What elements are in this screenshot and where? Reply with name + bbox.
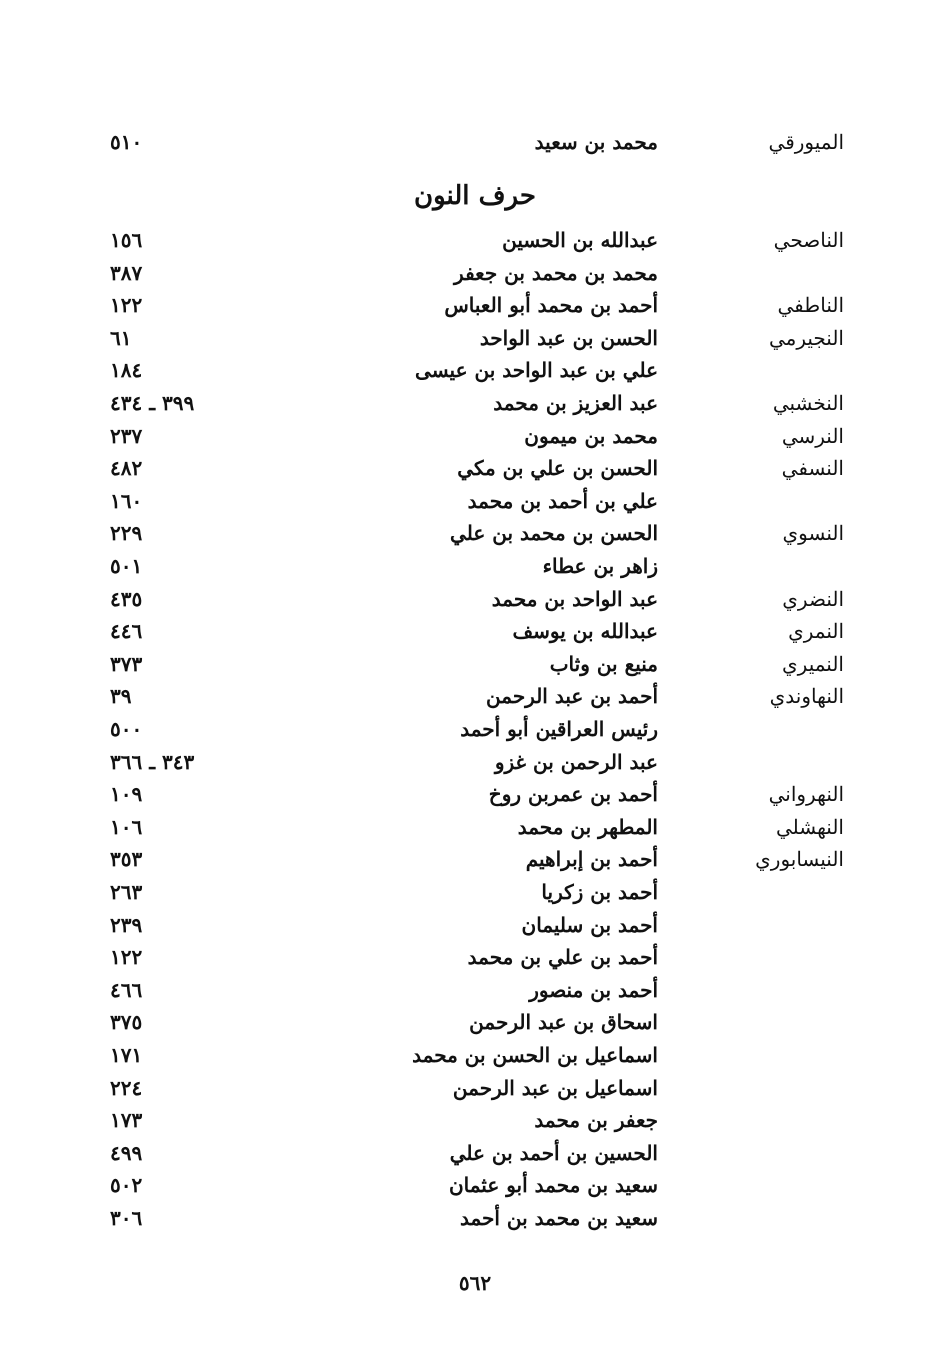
entry-name: محمد بن ميمون <box>524 423 658 448</box>
entry-pages: ٣٠٦ <box>110 1206 143 1230</box>
index-entry <box>0 1006 950 1038</box>
index-entry <box>0 289 950 321</box>
index-entry <box>0 1104 950 1136</box>
index-entry <box>0 941 950 973</box>
index-entry <box>0 1039 950 1071</box>
entry-pages: ٣٨٧ <box>110 260 143 285</box>
index-entry <box>0 811 950 843</box>
index-entry <box>0 224 950 256</box>
entry-nisba: النخشبي <box>772 391 844 415</box>
entry-name: منيع بن وثاب <box>549 651 658 676</box>
index-entry <box>0 746 950 778</box>
index-entry <box>0 452 950 484</box>
entry-name: أحمد بن منصور <box>529 977 658 1002</box>
entry-pages: ١٠٩ <box>110 782 143 807</box>
entry-pages: ٢٢٤ <box>110 1075 143 1100</box>
entry-nisba: النضري <box>782 586 844 611</box>
index-entry <box>0 680 950 712</box>
index-entry <box>0 517 950 549</box>
entry-name: أحمد بن علي بن محمد <box>467 945 658 970</box>
entry-pages: ١٧٣ <box>110 1108 143 1133</box>
entry-name: أحمد بن عبد الرحمن <box>486 684 658 709</box>
entry-name: علي بن عبد الواحد بن عيسى <box>415 358 658 383</box>
entry-name: جعفر بن محمد <box>534 1108 658 1133</box>
entry-pages: ١٦٠ <box>110 488 143 513</box>
entry-pages: ٢٣٧ <box>110 423 143 448</box>
entry-nisba: النهاوندي <box>769 684 844 709</box>
section-heading: حرف النون <box>414 181 536 211</box>
entry-name: أحمد بن محمد أبو العباس <box>444 293 658 318</box>
entry-name: أحمد بن إبراهيم <box>525 847 658 872</box>
index-entry <box>0 615 950 647</box>
index-entry <box>0 550 950 582</box>
entry-name: اسماعيل بن عبد الرحمن <box>452 1075 658 1100</box>
entry-name: عبد الرحمن بن غزو <box>494 749 658 774</box>
index-entry <box>0 257 950 289</box>
entry-nisba: النسفي <box>781 456 844 481</box>
entry-pages: ١٧١ <box>110 1043 143 1067</box>
entry-nisba: النميري <box>782 651 844 676</box>
index-entry <box>0 485 950 517</box>
index-entry <box>0 322 950 354</box>
entry-nisba: النسوي <box>782 521 844 546</box>
entry-pages: ٥١٠ <box>110 130 143 154</box>
index-entry <box>0 583 950 615</box>
index-entry <box>0 1137 950 1169</box>
entry-pages: ١٠٦ <box>110 814 143 839</box>
entry-pages: ٣٥٣ <box>110 847 143 872</box>
entry-pages: ٤٦٦ <box>110 977 143 1002</box>
entry-name: الحسن بن علي بن مكي <box>457 456 658 481</box>
entry-pages: ٦١ <box>110 325 132 350</box>
entry-name: سعيد بن محمد أبو عثمان <box>448 1173 658 1198</box>
index-entry <box>0 713 950 745</box>
page-number: ٥٦٢ <box>458 1271 492 1295</box>
entry-name: سعيد بن محمد بن أحمد <box>459 1206 658 1230</box>
entry-name: الحسن بن عبد الواحد <box>479 325 658 350</box>
index-entry <box>0 420 950 452</box>
entry-pages: ٤٩٩ <box>110 1140 143 1165</box>
entry-pages: ٥٠٢ <box>110 1173 143 1198</box>
entry-name: أحمد بن سليمان <box>521 912 658 937</box>
entry-pages: ١٨٤ <box>110 358 143 383</box>
index-entry <box>0 876 950 908</box>
entry-name: عبدالله بن الحسين <box>502 228 658 252</box>
index-entry <box>0 354 950 386</box>
entry-name: محمد بن سعيد <box>534 130 658 154</box>
entry-name: محمد بن محمد بن جعفر <box>454 260 658 285</box>
index-entry <box>0 1072 950 1104</box>
entry-name: اسحاق بن عبد الرحمن <box>469 1010 658 1035</box>
entry-nisba: النجيرمي <box>768 325 844 350</box>
index-entry <box>0 974 950 1006</box>
entry-name: الحسن بن محمد بن علي <box>450 521 658 546</box>
index-entry <box>0 387 950 419</box>
entry-pages: ٣٧٥ <box>110 1010 143 1035</box>
entry-pages: ١٢٢ <box>110 293 143 318</box>
entry-pages: ٤٨٢ <box>110 456 143 481</box>
entry-name: زاهر بن عطاء <box>542 554 658 578</box>
entry-nisba: النهشلي <box>775 814 844 839</box>
entry-pages: ٤٣٥ <box>110 586 143 611</box>
entry-nisba: الناصحي <box>773 228 844 252</box>
entry-pages: ٥٠٠ <box>110 717 143 741</box>
index-entry <box>0 1169 950 1201</box>
entry-name: المطهر بن محمد <box>517 814 658 839</box>
entry-nisba: النرسي <box>781 423 844 448</box>
entry-pages: ١٢٢ <box>110 945 143 970</box>
index-entry <box>0 1202 950 1234</box>
entry-name: أحمد بن عمربن روخ <box>488 782 658 807</box>
index-entry <box>0 126 950 158</box>
entry-pages: ٢٣٩ <box>110 912 143 937</box>
entry-nisba: النمري <box>788 619 844 644</box>
entry-name: رئيس العراقين أبو أحمد <box>460 717 658 741</box>
entry-name: اسماعيل بن الحسن بن محمد <box>412 1043 658 1067</box>
entry-nisba: النهرواني <box>768 782 844 807</box>
entry-pages: ٢٦٣ <box>110 880 143 904</box>
entry-pages: ٢٢٩ <box>110 521 143 546</box>
index-entry <box>0 778 950 810</box>
entry-name: الحسين بن أحمد بن علي <box>449 1140 658 1165</box>
entry-name: علي بن أحمد بن محمد <box>467 488 658 513</box>
entry-pages: ١٥٦ <box>110 228 143 252</box>
entry-nisba: النيسابوري <box>755 847 844 872</box>
index-entry <box>0 909 950 941</box>
entry-name: عبد الواحد بن محمد <box>491 586 658 611</box>
entry-nisba: الميورقي <box>768 130 844 154</box>
entry-name: عبد العزيز بن محمد <box>493 391 658 415</box>
entry-name: عبدالله بن يوسف <box>512 619 658 644</box>
entry-pages: ٣٩٩ ـ ٤٣٤ <box>110 391 195 415</box>
entry-pages: ٣٧٣ <box>110 651 143 676</box>
entry-pages: ٣٤٣ ـ ٣٦٦ <box>110 749 195 774</box>
index-entry <box>0 648 950 680</box>
entry-pages: ٥٠١ <box>110 554 143 578</box>
index-entry <box>0 843 950 875</box>
entry-pages: ٤٤٦ <box>110 619 143 644</box>
entry-nisba: الناطفي <box>777 293 844 318</box>
entry-pages: ٣٩ <box>110 684 132 709</box>
entry-name: أحمد بن زكريا <box>541 880 658 904</box>
